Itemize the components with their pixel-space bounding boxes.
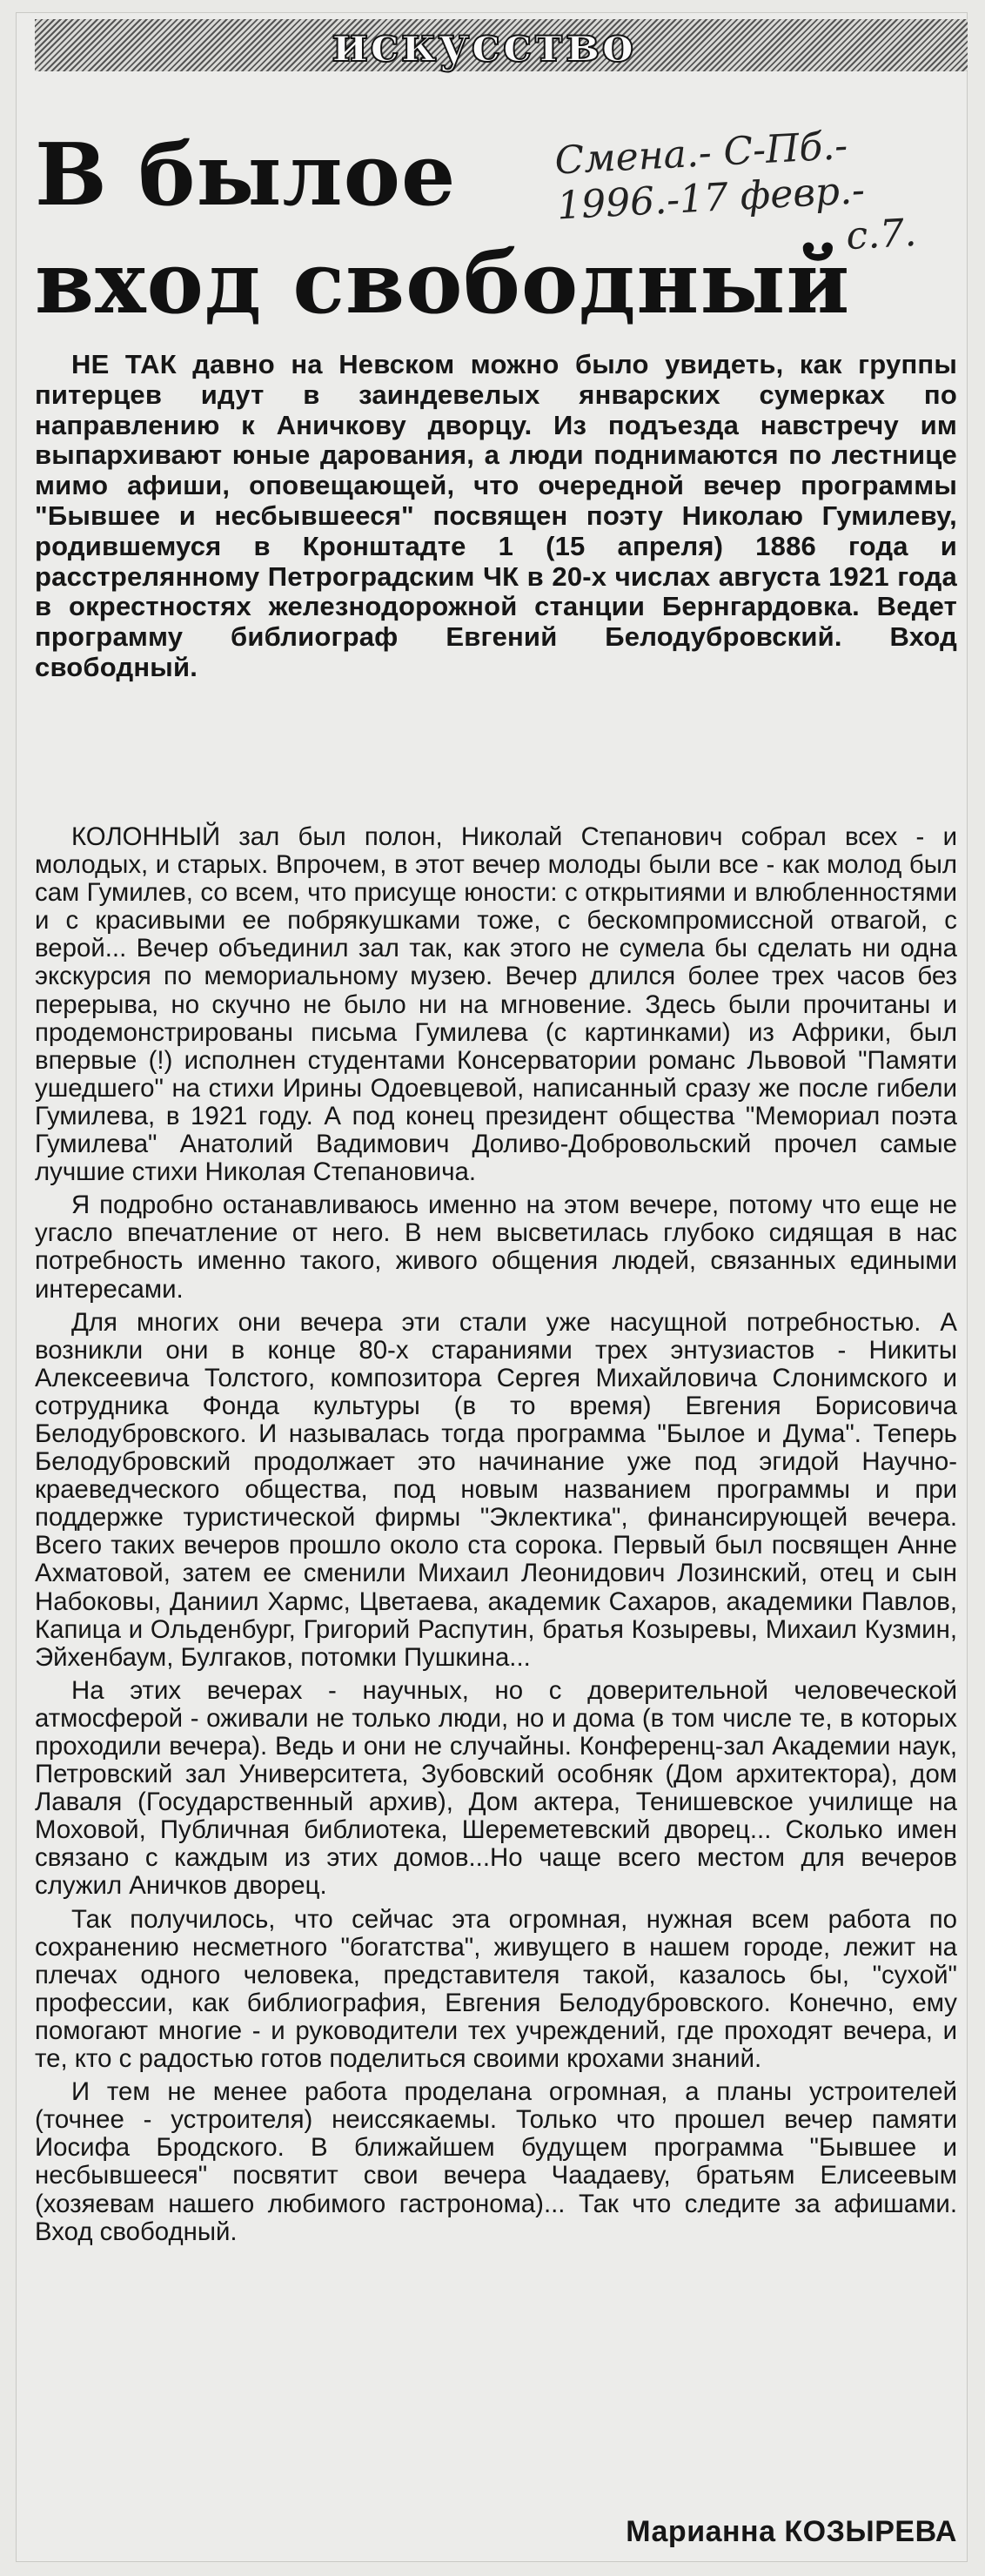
lead-paragraph: НЕ ТАК давно на Невском можно было увидеть, как группы питерцев идут в заиндевелых январских сумерках по направлению к Аничкову дворцу. Из подъезда навстречу им выпархивают юные дарования, а люди поднимаются по лестнице мимо афиши, оповещающей, что очередной вечер программы "Бывшее и несбывшееся" посвящен поэту Николаю Гумилеву, родившемуся в Кронштадте 1 (15 апреля) 1886 года и расстрелянному Петроградским ЧК в 20-х числах августа 1921 года в окрестностях железнодорожной станции Бернгардовка. Ведет программу библиограф Евгений Белодубровский. Вход свободный. (35, 349, 957, 682)
handwritten-line-3: с.7. (845, 210, 918, 259)
body-paragraph-4: На этих вечерах - научных, но с доверительной человеческой атмосферой - оживали не только люди, но и дома (в том числе те, в которых проходили вечера). Ведь и они не случайны. Конференц-зал Академии наук, Петровский зал Университета, Зубовский особняк (Дом архитектора), дом Лаваля (Государственный архив), Дом актера, Тенишевское училище на Моховой, Публичная библиотека, Шереметевский дворец... Сколько имен связано с каждым из этих домов...Но чаще всего местом для вечеров служил Аничков дворец. (35, 1675, 957, 1901)
author-signature: Марианна КОЗЫРЕВА (626, 2515, 957, 2548)
article-lead (35, 350, 957, 683)
body-paragraph-3: Для многих они вечера эти стали уже насущной потребностью. А возникли они в конце 80-х стараниями трех энтузиастов - Никиты Алексеевича Толстого, композитора Сергея Михайловича Слонимского и сотрудника Фонда культуры (в то время) Евгения Борисовича Белодубровского. И называлась тогда программа "Былое и Дума". Теперь Белодубровский продолжает это начинание уже под эгидой Научно-краеведческого общества, под новым названием программы и при поддержке туристической фирмы "Эклектика", финансирующей вечера. Всего таких вечеров прошло около ста сорока. Первый был посвящен Анне Ахматовой, затем ее сменили Михаил Леонидович Лозинский, отец и сын Набоковы, Даниил Хармс, Цветаева, академик Сахаров, академики Павлов, Капица и Ольденбург, Григорий Распутин, братья Козыревы, Михаил Кузмин, Эйхенбаум, Булгаков, потомки Пушкина... (35, 1307, 957, 1672)
rubric-title: искусство (332, 16, 636, 73)
headline-line-2: вход свободный (35, 233, 851, 333)
headline-line-1: В былое (35, 125, 457, 225)
handwritten-line-1: Смена.- С-Пб.- (553, 123, 849, 184)
body-paragraph-1: КОЛОННЫЙ зал был полон, Николай Степанович собрал всех - и молодых, и старых. Впрочем, в этот вечер молоды были все - как молод был сам Гумилев, со всем, что присуще юности: с открытиями и влюбленностями и с красивыми ее побрякушками тоже, с бескомпромиссной отвагой, с верой... Вечер объединил зал так, как этого не сумела бы сделать ни одна экскурсия по мемориальному музею. Вечер длился более трех часов без перерыва, но скучно не было ни на мгновение. Здесь были прочитаны и продемонстрированы письма Гумилева (с картинками) из Африки, был впервые (!) исполнен студентами Консерватории романс Львовой "Памяти ушедшего" на стихи Ирины Одоевцевой, написанный сразу же после гибели Гумилева, в 1921 году. А под конец президент общества "Мемориал поэта Гумилева" Анатолий Вадимович Доливо-Добровольский прочел самые лучшие стихи Николая Степановича. (35, 822, 957, 1187)
handwritten-citation (553, 119, 943, 275)
article-body (35, 823, 957, 2251)
body-paragraph-2: Я подробно останавливаюсь именно на этом вечере, потому что еще не угасло впечатление от него. В нем высветилась глубоко сидящая в нас потребность именно такого, живого общения людей, связанных едиными интересами. (35, 1191, 957, 1304)
body-paragraph-6: И тем не менее работа проделана огромная, а планы устроителей (точнее - устроителя) неиссякаемы. Только что прошел вечер памяти Иосифа Бродского. В ближайшем будущем программа "Бывшее и несбывшееся" посвятит свои вечера Чаадаеву, братьям Елисеевым (хозяевам нашего любимого гастронома)... Так что следите за афишами. Вход свободный. (35, 2077, 957, 2246)
handwritten-line-2: 1996.-17 февр.- (555, 168, 867, 229)
body-paragraph-5: Так получилось, что сейчас эта огромная, нужная всем работа по сохранению несметного "богатства", живущего в нашем городе, лежит на плечах одного человека, представителя такой, казалось бы, "сухой" профессии, как библиография, Евгения Белодубровского. Конечно, ему помогают многие - и руководители тех учреждений, где проходят вечера, и те, кто с радостью готов поделиться своими крохами знаний. (35, 1904, 957, 2074)
